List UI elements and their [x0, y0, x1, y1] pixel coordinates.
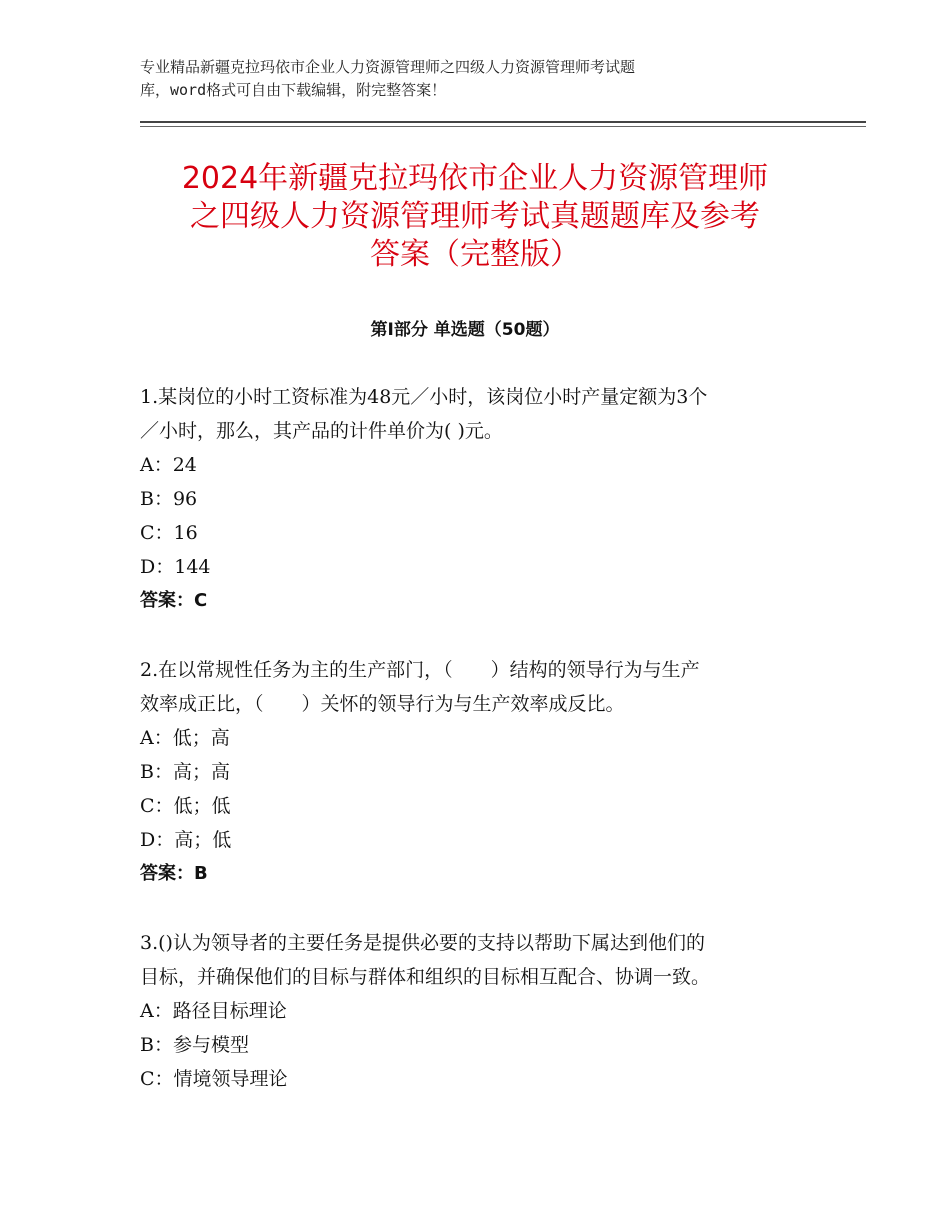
option-d: D：144: [140, 556, 211, 578]
option-a: A：低；高: [140, 727, 230, 749]
option-b: B：96: [140, 488, 198, 510]
question-2: [140, 653, 810, 891]
option-d: D：高；低: [140, 829, 232, 851]
header-rule-thick: [140, 121, 866, 123]
option-c: C：16: [140, 522, 198, 544]
option-b: B：高；高: [140, 761, 230, 783]
option-a: A：24: [140, 454, 197, 476]
option-c: C：情境领导理论: [140, 1068, 288, 1090]
document-title: [130, 160, 820, 274]
answer-line: 答案：B: [140, 863, 208, 884]
question-stem-line: ／小时，那么，其产品的计件单价为( )元。: [140, 420, 503, 442]
answer-line: 答案：C: [140, 590, 208, 611]
header-rule-thin: [140, 126, 866, 127]
title-line-3: 答案（完整版）: [370, 237, 580, 272]
question-stem-line: 目标，并确保他们的目标与群体和组织的目标相互配合、协调一致。: [140, 966, 711, 988]
section-heading: 第Ⅰ部分 单选题（50题）: [370, 320, 560, 340]
title-line-2: 之四级人力资源管理师考试真题题库及参考: [190, 199, 760, 234]
page-header: [140, 56, 800, 102]
question-stem-line: 3.()认为领导者的主要任务是提供必要的支持以帮助下属达到他们的: [140, 932, 705, 954]
option-b: B：参与模型: [140, 1034, 249, 1056]
option-a: A：路径目标理论: [140, 1000, 287, 1022]
question-1: [140, 380, 810, 618]
question-stem-line: 1.某岗位的小时工资标准为48元／小时，该岗位小时产量定额为3个: [140, 386, 708, 408]
question-3: [140, 926, 810, 1096]
question-stem-line: 2.在以常规性任务为主的生产部门，（ ）结构的领导行为与生产: [140, 659, 700, 681]
option-c: C：低；低: [140, 795, 231, 817]
header-line-1: 专业精品新疆克拉玛依市企业人力资源管理师之四级人力资源管理师考试题: [140, 58, 636, 76]
header-line-2: 库，word格式可自由下载编辑，附完整答案！: [140, 81, 447, 99]
title-line-1: 2024年新疆克拉玛依市企业人力资源管理师: [181, 161, 769, 196]
question-stem-line: 效率成正比，（ ）关怀的领导行为与生产效率成反比。: [140, 693, 625, 715]
